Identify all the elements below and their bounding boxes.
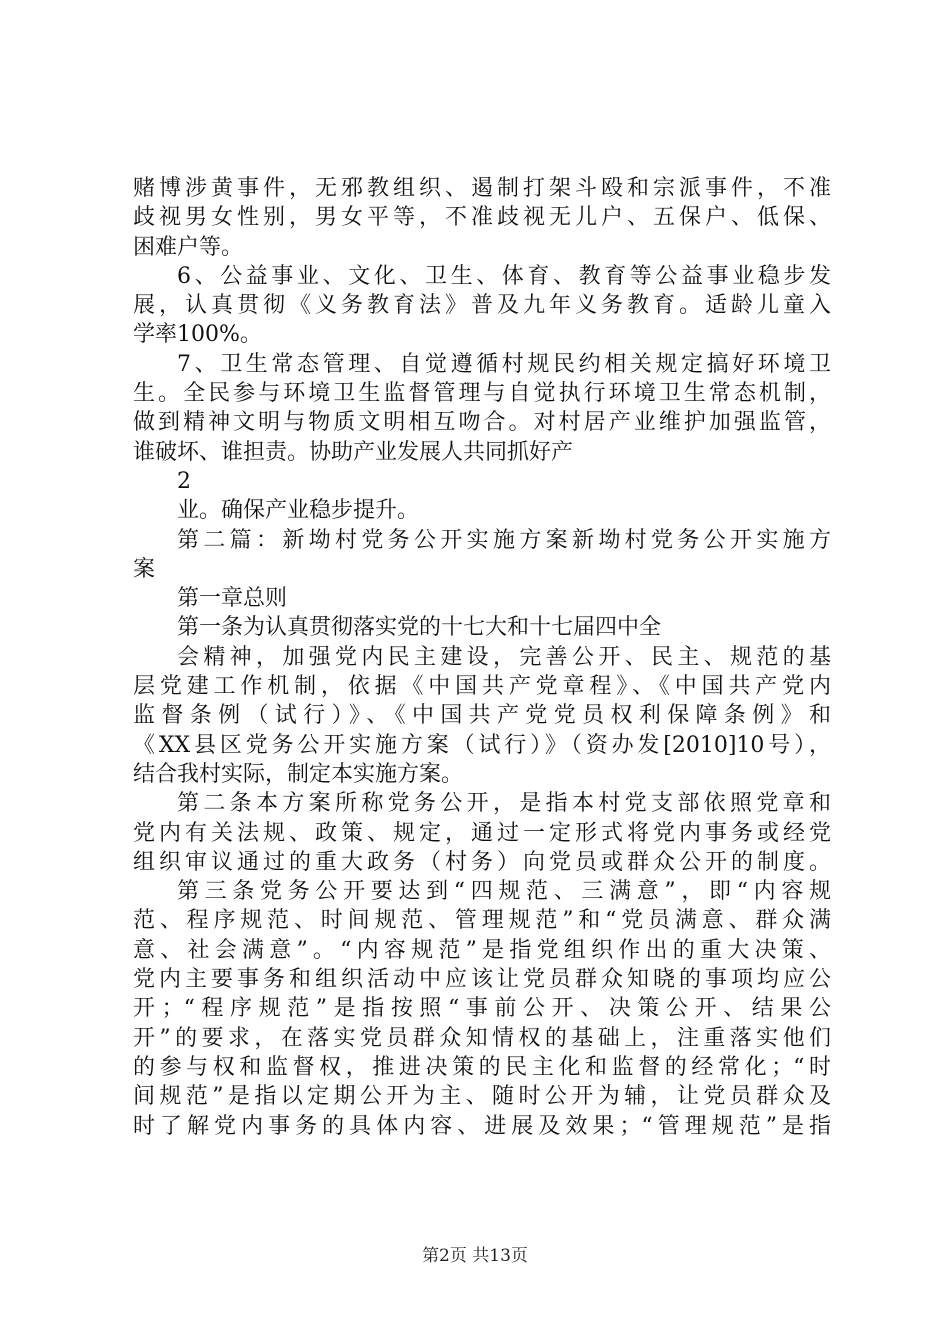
text-line: 开”的要求，在落实党员群众知情权的基础上，注重落实他们 bbox=[133, 1025, 831, 1051]
text-line: 6、公益事业、文化、卫生、体育、教育等公益事业稳步发 bbox=[177, 263, 831, 289]
text-line: 间规范”是指以定期公开为主、随时公开为辅，让党员群众及 bbox=[133, 1084, 831, 1110]
text-line: 困难户等。 bbox=[133, 234, 244, 260]
text-line: 层党建工作机制，依据《中国共产党章程》、《中国共产党内 bbox=[133, 674, 831, 700]
text-line: 党内有关法规、政策、规定，通过一定形式将党内事务或经党 bbox=[133, 820, 831, 846]
text-line: 结合我村实际，制定本实施方案。 bbox=[133, 761, 464, 787]
text-line: 生。全民参与环境卫生监督管理与自觉执行环境卫生常态机制， bbox=[133, 381, 831, 407]
section-heading: 第二篇：新坳村党务公开实施方案新坳村党务公开实施方 bbox=[177, 527, 831, 553]
text-line: 的参与权和监督权，推进决策的民主化和监督的经常化；“时 bbox=[133, 1054, 831, 1080]
text-line: 会精神，加强党内民主建设，完善公开、民主、规范的基 bbox=[177, 644, 831, 670]
text-line: 第三条党务公开要达到“四规范、三满意”，即“内容规 bbox=[177, 879, 831, 905]
text-line: 谁破坏、谁担责。协助产业发展人共同抓好产 bbox=[133, 439, 574, 465]
text-line: 第一条为认真贯彻落实党的十七大和十七届四中全 bbox=[177, 615, 662, 641]
text-line: 歧视男女性别，男女平等，不准歧视无儿户、五保户、低保、 bbox=[133, 205, 831, 231]
text-line: 《XX县区党务公开实施方案（试行）》（资办发[2010]10号）， bbox=[133, 732, 831, 758]
text-line: 监督条例（试行）》、《中国共产党党员权利保障条例》和 bbox=[133, 703, 831, 729]
chapter-heading: 第一章总则 bbox=[177, 586, 288, 612]
text-line: 党内主要事务和组织活动中应该让党员群众知晓的事项均应公 bbox=[133, 967, 831, 993]
text-line: 时了解党内事务的具体内容、进展及效果；“管理规范”是指 bbox=[133, 1113, 831, 1139]
inline-page-number: 2 bbox=[177, 468, 191, 494]
page-footer: 第2页 共13页 bbox=[422, 1246, 528, 1266]
text-line: 开；“程序规范”是指按照“事前公开、决策公开、结果公 bbox=[133, 996, 831, 1022]
text-line: 赌博涉黄事件，无邪教组织、遏制打架斗殴和宗派事件，不准 bbox=[133, 176, 831, 201]
text-line: 展，认真贯彻《义务教育法》普及九年义务教育。适龄儿童入 bbox=[133, 293, 831, 319]
text-line: 做到精神文明与物质文明相互吻合。对村居产业维护加强监管， bbox=[133, 410, 831, 436]
section-heading-continued: 案 bbox=[133, 556, 156, 582]
text-line: 第二条本方案所称党务公开，是指本村党支部依照党章和 bbox=[177, 791, 831, 817]
text-line: 7、卫生常态管理、自觉遵循村规民约相关规定搞好环境卫 bbox=[177, 351, 831, 377]
document-body bbox=[133, 174, 831, 1141]
text-line: 业。确保产业稳步提升。 bbox=[177, 498, 420, 524]
text-line: 组织审议通过的重大政务（村务）向党员或群众公开的制度。 bbox=[133, 849, 831, 875]
text-line: 学率100%。 bbox=[133, 322, 262, 348]
text-line: 意、社会满意”。“内容规范”是指党组织作出的重大决策、 bbox=[133, 937, 831, 963]
text-line: 范、程序规范、时间规范、管理规范”和“党员满意、群众满 bbox=[133, 908, 831, 934]
